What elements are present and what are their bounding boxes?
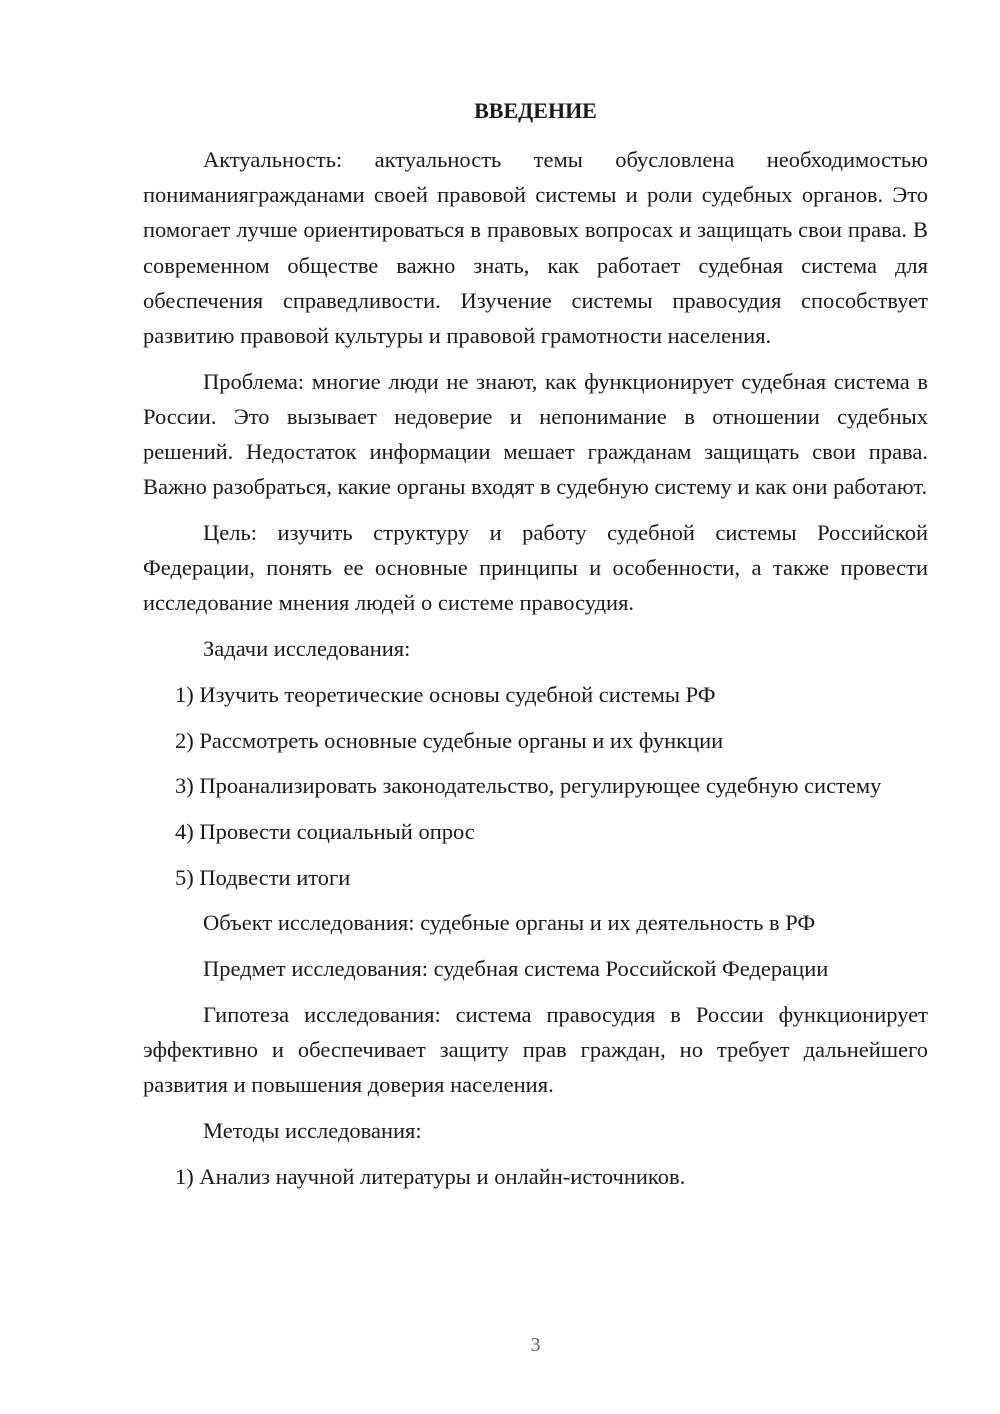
paragraph-relevance: Актуальность: актуальность темы обусловлена необходимостью пониманиягражданами своей правовой системы и роли судебных органов. Это помогает лучше ориентироваться в правовых вопросах и защищать свои права. В современном обществе важно знать, как работает судебная система для обеспечения справедливости. Изучение системы правосудия способствует развитию правовой культуры и правовой грамотности населения.: [143, 147, 928, 349]
task-item-5: 5) Подвести итоги: [175, 864, 351, 890]
document-body: [143, 142, 928, 1204]
paragraph-problem: Проблема: многие люди не знают, как функционирует судебная система в России. Это вызывает недоверие и непонимание в отношении судебных решений. Недостаток информации мешает гражданам защищать свои права. Важно разобраться, какие органы входят в судебную систему и как они работают.: [143, 368, 928, 500]
paragraph-goal: Цель: изучить структуру и работу судебной системы Российской Федерации, понять ее основные принципы и особенности, а также провести исследование мнения людей о системе правосудия.: [143, 520, 928, 616]
method-item-1: 1) Анализ научной литературы и онлайн-источников.: [175, 1163, 686, 1189]
task-item-4: 4) Провести социальный опрос: [175, 818, 475, 844]
tasks-heading: Задачи исследования:: [203, 636, 411, 662]
research-object: Объект исследования: судебные органы и их деятельность в РФ: [203, 910, 816, 936]
research-subject: Предмет исследования: судебная система Российской Федерации: [203, 956, 829, 982]
page-number: 3: [530, 1334, 541, 1356]
task-item-1: 1) Изучить теоретические основы судебной системы РФ: [175, 681, 716, 707]
task-item-2: 2) Рассмотреть основные судебные органы и их функции: [175, 727, 724, 753]
research-hypothesis: Гипотеза исследования: система правосудия в России функционирует эффективно и обеспечивает защиту прав граждан, но требует дальнейшего развития и повышения доверия населения.: [143, 1001, 928, 1098]
section-title: ВВЕДЕНИЕ: [474, 98, 597, 123]
methods-heading: Методы исследования:: [203, 1117, 422, 1143]
task-item-3: 3) Проанализировать законодательство, регулирующее судебную систему: [175, 773, 882, 799]
document-page: [143, 0, 928, 1414]
